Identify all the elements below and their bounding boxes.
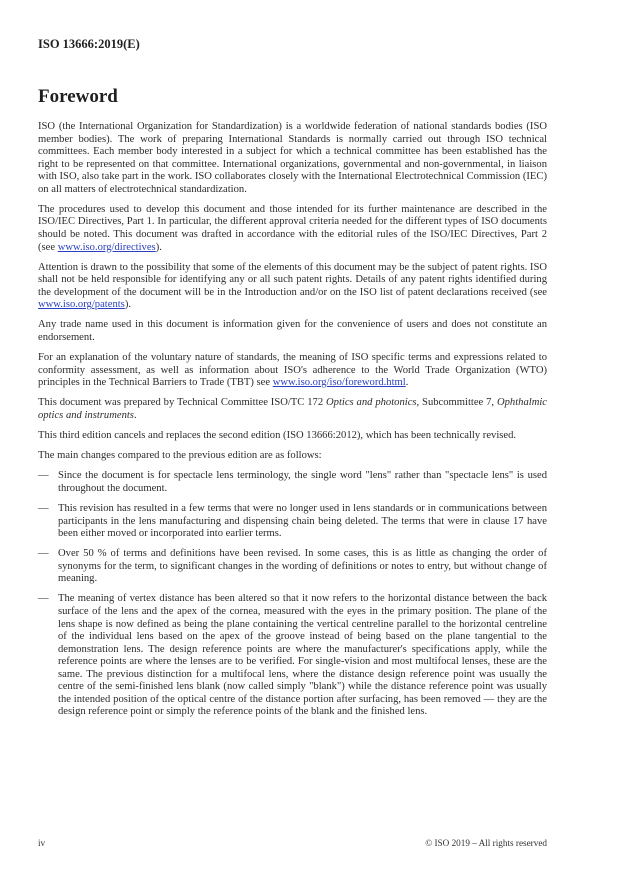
- dash-bullet-icon: —: [38, 503, 49, 515]
- dash-bullet-icon: —: [38, 593, 49, 605]
- list-item-text: Since the document is for spectacle lens terminology, the single word "lens" rather than "spectacle lens" is used throughout the document.: [58, 470, 547, 494]
- list-item: [38, 470, 547, 495]
- list-item: [38, 503, 547, 541]
- page-number: iv: [38, 838, 46, 848]
- copyright-notice: © ISO 2019 – All rights reserved: [425, 838, 547, 848]
- dash-bullet-icon: —: [38, 548, 49, 560]
- paragraph-edition: This third edition cancels and replaces the second edition (ISO 13666:2012), which has been technically revised.: [38, 430, 517, 442]
- list-item: [38, 593, 547, 718]
- changes-list: [38, 470, 547, 719]
- paragraph-trade-name: Any trade name used in this document is information given for the convenience of users and does not constitute an endorsement.: [38, 319, 547, 343]
- paragraph-text: Attention is drawn to the possibility that some of the elements of this document may be the subject of patent rights. ISO shall not be held responsible for identifying any or all such patent rights. Details of any patent rights identified during the development of the document will be in the Introduction and/or on the ISO list of patent declarations received (see: [38, 261, 547, 298]
- paragraph-committee: [38, 397, 547, 422]
- list-item-text: This revision has resulted in a few terms that were no longer used in lens standards or in communications between participants in the lens manufacturing and dispensing chain being deleted. The terms that were in clause 17 have been either moved or incorporated into earlier terms.: [58, 503, 547, 540]
- dash-bullet-icon: —: [38, 470, 49, 482]
- paragraph-text: ).: [124, 299, 131, 311]
- committee-name: Optics and photonics: [326, 397, 417, 409]
- paragraph-text: ).: [155, 241, 162, 253]
- paragraph-text: , Subcommittee 7,: [416, 397, 497, 409]
- paragraph-patents: [38, 262, 547, 312]
- subcommittee-name: Ophthalmic optics and instruments: [38, 397, 547, 421]
- paragraph-procedures: [38, 204, 547, 254]
- list-item: [38, 548, 547, 586]
- document-id-header: ISO 13666:2019(E): [38, 37, 140, 51]
- foreword-body: [38, 121, 547, 727]
- paragraph-main-changes: The main changes compared to the previous edition are as follows:: [38, 450, 322, 462]
- paragraph-voluntary-nature: [38, 352, 547, 390]
- page-title: Foreword: [38, 86, 118, 107]
- list-item-text: Over 50 % of terms and definitions have been revised. In some cases, this is as little as changing the order of synonyms for the term, to significant changes in the wording of definitions or notes to entry, but without change of meaning.: [58, 548, 547, 585]
- paragraph-text: For an explanation of the voluntary nature of standards, the meaning of ISO specific terms and expressions related to conformity assessment, as well as information about ISO's adherence to the World Trade Organization (WTO) principles in the Technical Barriers to Trade (TBT) see: [38, 352, 547, 389]
- paragraph-text: This document was prepared by Technical Committee ISO/TC 172: [38, 397, 327, 409]
- paragraph-text: The procedures used to develop this document and those intended for its further maintenance are described in the ISO/IEC Directives, Part 1. In particular, the different approval criteria needed for the different types of ISO documents should be noted. This document was drafted in accordance with the editorial rules of the ISO/IEC Directives, Part 2 (see: [38, 203, 547, 253]
- directives-link[interactable]: www.iso.org/directives: [57, 241, 156, 253]
- paragraph-text: .: [133, 409, 137, 421]
- foreword-link[interactable]: www.iso.org/iso/foreword.html: [272, 377, 406, 389]
- paragraph-text: .: [405, 377, 409, 389]
- patents-link[interactable]: www.iso.org/patents: [38, 299, 125, 311]
- paragraph-iso-intro: ISO (the International Organization for Standardization) is a worldwide federation of national standards bodies (ISO member bodies). The work of preparing International Standards is normally carried out through ISO technical committees. Each member body interested in a subject for which a technical committee has been established has the right to be represented on that committee. International organizations, governmental and non-governmental, in liaison with ISO, also take part in the work. ISO collaborates closely with the International Electrotechnical Commission (IEC) on all matters of electrotechnical standardization.: [38, 121, 547, 195]
- list-item-text: The meaning of vertex distance has been altered so that it now refers to the horizontal distance between the back surface of the lens and the apex of the cornea, measured with the eyes in the primary position. The plane of the lens shape is now defined as being the plane containing the vertical centreline parallel to the horizontal centreline of the individual lens based on the apex of the groove instead of being based on the plane tangential to the demonstration lens. The design reference points are where the manufacturer's specifications apply, while the reference points are where the lenses are to be verified. For single-vision and most multifocal lenses, these are the same. The previous distinction for a multifocal lens, where the distance design reference point was usually the centre of the semi-finished lens blank (now called simply "blank") while the distance reference point was usually the intended position of the optical centre of the distance portion after surfacing, has been removed — they are the design reference point or simply the reference points of the blank and the finished lens.: [58, 593, 547, 718]
